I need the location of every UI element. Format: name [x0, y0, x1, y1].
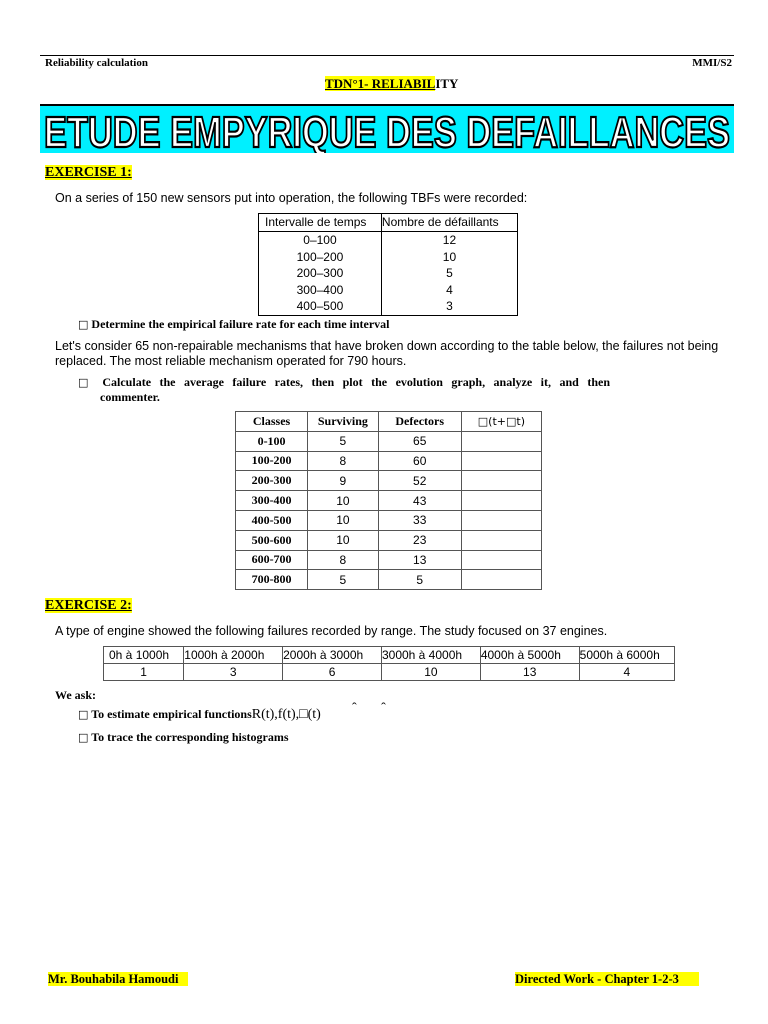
- tbf-header-interval: Intervalle de temps: [259, 214, 382, 232]
- defect-rate: [461, 510, 541, 530]
- defect-surviving: 9: [308, 471, 379, 491]
- exercise2-bullet1-text: To estimate empirical functions: [91, 707, 252, 721]
- engine-failure-table: [103, 646, 675, 681]
- engine-range: 5000h à 6000h: [579, 647, 674, 664]
- doc-title: [325, 76, 458, 92]
- table-row: [236, 471, 542, 491]
- defect-defectors: 43: [378, 491, 461, 511]
- formula-hats: ˆ ˆ: [352, 701, 386, 716]
- exercise1-intro: On a series of 150 new sensors put into operation, the following TBFs were recorded:: [55, 191, 528, 205]
- table-row: [259, 265, 518, 282]
- footer-chapter: [515, 972, 699, 987]
- table-row: [259, 249, 518, 266]
- table-row: [104, 664, 675, 681]
- tbf-header-count: Nombre de défaillants: [381, 214, 517, 232]
- engine-range: 1000h à 2000h: [184, 647, 283, 664]
- tbf-count: 4: [381, 282, 517, 299]
- defect-rate: [461, 471, 541, 491]
- defect-surviving: 5: [308, 570, 379, 590]
- table-row: [236, 550, 542, 570]
- exercise1-heading: [45, 165, 132, 181]
- exercise2-bullet2-text: To trace the corresponding histograms: [91, 730, 289, 744]
- defect-class: 200-300: [236, 471, 308, 491]
- defect-defectors: 52: [378, 471, 461, 491]
- tbf-count: 3: [381, 298, 517, 315]
- defect-header-surviving: Surviving: [308, 412, 379, 432]
- exercise1-bullet2: [78, 375, 610, 390]
- engine-failures: 10: [381, 664, 480, 681]
- exercise2-heading: [45, 598, 132, 614]
- defect-header-classes: Classes: [236, 412, 308, 432]
- defect-defectors: 65: [378, 431, 461, 451]
- table-row: [236, 510, 542, 530]
- tbf-count: 5: [381, 265, 517, 282]
- defect-header-defectors: Defectors: [378, 412, 461, 432]
- empirical-functions-formula: R(t),f(t),□(t): [251, 707, 321, 722]
- tbf-table: [258, 213, 518, 316]
- engine-failures: 3: [184, 664, 283, 681]
- header-right: MMI/S2: [692, 57, 732, 69]
- engine-failures: 13: [480, 664, 579, 681]
- engine-range: 2000h à 3000h: [283, 647, 382, 664]
- tbf-interval: 300–400: [259, 282, 382, 299]
- bullet-box-icon: □: [78, 376, 94, 389]
- table-row: [236, 570, 542, 590]
- defect-rate: [461, 451, 541, 471]
- table-row: [259, 282, 518, 299]
- table-row: [259, 232, 518, 249]
- engine-range: 3000h à 4000h: [381, 647, 480, 664]
- exercise2-intro: A type of engine showed the following failures recorded by range. The study focused on 37 engines.: [55, 624, 608, 638]
- engine-range: 4000h à 5000h: [480, 647, 579, 664]
- defect-surviving: 10: [308, 530, 379, 550]
- defect-class: 600-700: [236, 550, 308, 570]
- banner-text: ETUDE EMPYRIQUE DES DEFAILLANCES: [44, 108, 730, 153]
- defect-class: 100-200: [236, 451, 308, 471]
- defect-rate: [461, 570, 541, 590]
- defect-class: 500-600: [236, 530, 308, 550]
- defect-defectors: 5: [378, 570, 461, 590]
- defect-class: 0-100: [236, 431, 308, 451]
- table-row: [236, 431, 542, 451]
- engine-failures: 1: [104, 664, 184, 681]
- defect-rate: [461, 491, 541, 511]
- defect-defectors: 23: [378, 530, 461, 550]
- defect-table: [235, 411, 542, 590]
- banner-svg: [40, 106, 734, 153]
- defect-surviving: 8: [308, 550, 379, 570]
- exercise1-bullet2-cont: commenter.: [100, 390, 160, 404]
- footer-chapter-text: Directed Work - Chapter 1-2-3: [515, 972, 699, 986]
- engine-failures: 4: [579, 664, 674, 681]
- bullet-box-icon: □: [78, 731, 89, 744]
- exercise2-heading-text: EXERCISE 2:: [45, 598, 132, 613]
- defect-surviving: 5: [308, 431, 379, 451]
- defect-rate: [461, 550, 541, 570]
- exercise1-bullet1: [78, 317, 390, 332]
- tbf-interval: 100–200: [259, 249, 382, 266]
- exercise1-bullet1-text: Determine the empirical failure rate for each time interval: [91, 317, 390, 331]
- engine-range: 0h à 1000h: [104, 647, 184, 664]
- footer-author: [48, 972, 188, 987]
- tbf-count: 12: [381, 232, 517, 249]
- defect-surviving: 8: [308, 451, 379, 471]
- defect-rate: [461, 530, 541, 550]
- header-left: Reliability calculation: [45, 57, 148, 69]
- tbf-count: 10: [381, 249, 517, 266]
- bullet-box-icon: □: [78, 318, 89, 331]
- defect-defectors: 13: [378, 550, 461, 570]
- engine-failures: 6: [283, 664, 382, 681]
- defect-surviving: 10: [308, 510, 379, 530]
- header-rule: [40, 55, 734, 56]
- defect-header-lambda: □(t+□t): [461, 412, 541, 432]
- exercise1-para2: Let's consider 65 non-repairable mechanisms that have broken down according to the table below, the failures not being replaced. The most reliable mechanism operated for 790 hours.: [55, 339, 719, 368]
- tbf-interval: 200–300: [259, 265, 382, 282]
- footer-author-text: Mr. Bouhabila Hamoudi: [48, 972, 188, 986]
- banner: [40, 104, 734, 153]
- defect-rate: [461, 431, 541, 451]
- defect-class: 400-500: [236, 510, 308, 530]
- tbf-interval: 0–100: [259, 232, 382, 249]
- table-row: [259, 298, 518, 315]
- table-row: [236, 491, 542, 511]
- defect-surviving: 10: [308, 491, 379, 511]
- exercise1-heading-text: EXERCISE 1:: [45, 165, 132, 180]
- defect-defectors: 33: [378, 510, 461, 530]
- we-ask-label: We ask:: [55, 688, 97, 702]
- exercise2-bullet2: [78, 730, 289, 745]
- doc-title-highlight: TDN°1- RELIABIL: [325, 76, 436, 91]
- bullet-box-icon: □: [78, 708, 89, 721]
- exercise1-bullet2-line1: Calculate the average failure rates, then plot the evolution graph, analyze it, and then: [102, 375, 610, 389]
- defect-defectors: 60: [378, 451, 461, 471]
- exercise2-bullet1: [78, 707, 321, 723]
- table-row: [236, 530, 542, 550]
- doc-title-rest: ITY: [435, 76, 459, 91]
- tbf-interval: 400–500: [259, 298, 382, 315]
- defect-class: 700-800: [236, 570, 308, 590]
- defect-class: 300-400: [236, 491, 308, 511]
- table-row: [236, 451, 542, 471]
